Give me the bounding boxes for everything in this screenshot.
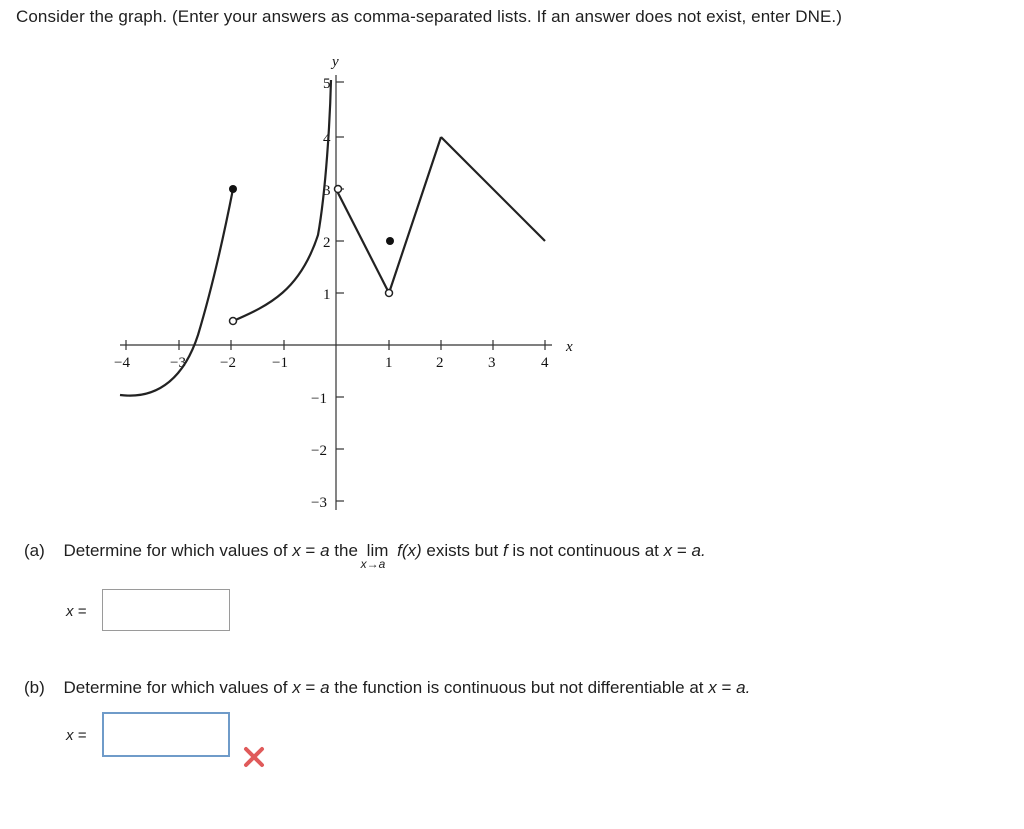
variable: x bbox=[292, 541, 301, 560]
y-tick-label: −2 bbox=[311, 443, 327, 459]
x-tick-label: 3 bbox=[488, 355, 496, 371]
y-tick-label: −1 bbox=[311, 391, 327, 407]
lim-label: lim bbox=[366, 541, 389, 560]
equals-sign: = bbox=[305, 678, 316, 697]
problem-intro: Consider the graph. (Enter your answers as comma-separated lists. If an answer does not exist, enter DNE.) bbox=[16, 7, 843, 26]
curve-middle bbox=[233, 80, 331, 321]
y-tick-label: 2 bbox=[323, 235, 331, 251]
x-tick-label: −4 bbox=[114, 355, 130, 371]
question-a bbox=[24, 541, 706, 571]
x-tick-label: −1 bbox=[272, 355, 288, 371]
question-text: exists but bbox=[426, 541, 499, 560]
x-axis-label: x bbox=[566, 339, 573, 355]
y-tick-label: −3 bbox=[311, 495, 327, 511]
closed-point bbox=[229, 185, 237, 193]
part-label-a: (a) bbox=[24, 541, 45, 560]
equals-sign: = bbox=[721, 678, 732, 697]
answer-input-b[interactable] bbox=[102, 712, 230, 757]
x-tick-label: 1 bbox=[385, 355, 393, 371]
x-tick-label: −2 bbox=[220, 355, 236, 371]
y-axis-label: y bbox=[332, 54, 339, 70]
variable: x bbox=[292, 678, 301, 697]
variable: a bbox=[320, 541, 330, 560]
x-tick-label: 4 bbox=[541, 355, 549, 371]
equals-sign: = bbox=[305, 541, 316, 560]
y-tick-label: 3 bbox=[323, 183, 331, 199]
answer-input-a[interactable] bbox=[102, 589, 230, 631]
part-label-b: (b) bbox=[24, 678, 45, 697]
question-text: Determine for which values of bbox=[63, 678, 288, 697]
question-text: the function is continuous but not differentiable at bbox=[334, 678, 704, 697]
open-point bbox=[386, 290, 393, 297]
x-mark-icon bbox=[243, 746, 265, 768]
question-b bbox=[24, 678, 750, 698]
question-text: Determine for which values of bbox=[63, 541, 288, 560]
closed-point bbox=[386, 237, 394, 245]
y-tick-label: 4 bbox=[323, 131, 331, 147]
open-point bbox=[335, 186, 342, 193]
variable: a. bbox=[736, 678, 751, 697]
variable: a. bbox=[691, 541, 706, 560]
y-tick-label: 5 bbox=[323, 76, 331, 92]
variable: a bbox=[320, 678, 330, 697]
question-text: the bbox=[334, 541, 358, 560]
function-graph bbox=[0, 0, 620, 520]
x-tick-label: 2 bbox=[436, 355, 444, 371]
answer-label-a: x = bbox=[66, 603, 87, 620]
open-point bbox=[230, 318, 237, 325]
y-tick-label: 1 bbox=[323, 287, 331, 303]
variable: x bbox=[663, 541, 673, 560]
segment-right bbox=[441, 137, 545, 241]
question-text: is not continuous at bbox=[512, 541, 659, 560]
x-tick-label: −3 bbox=[170, 355, 186, 371]
limit-notation bbox=[360, 541, 389, 571]
equals-sign: = bbox=[676, 541, 687, 560]
answer-label-b: x = bbox=[66, 727, 87, 744]
variable: x bbox=[708, 678, 717, 697]
function-expression: f(x) bbox=[397, 541, 422, 560]
variable: f bbox=[502, 541, 508, 560]
lim-subscript: x→a bbox=[360, 557, 386, 571]
segment-up bbox=[389, 137, 441, 293]
